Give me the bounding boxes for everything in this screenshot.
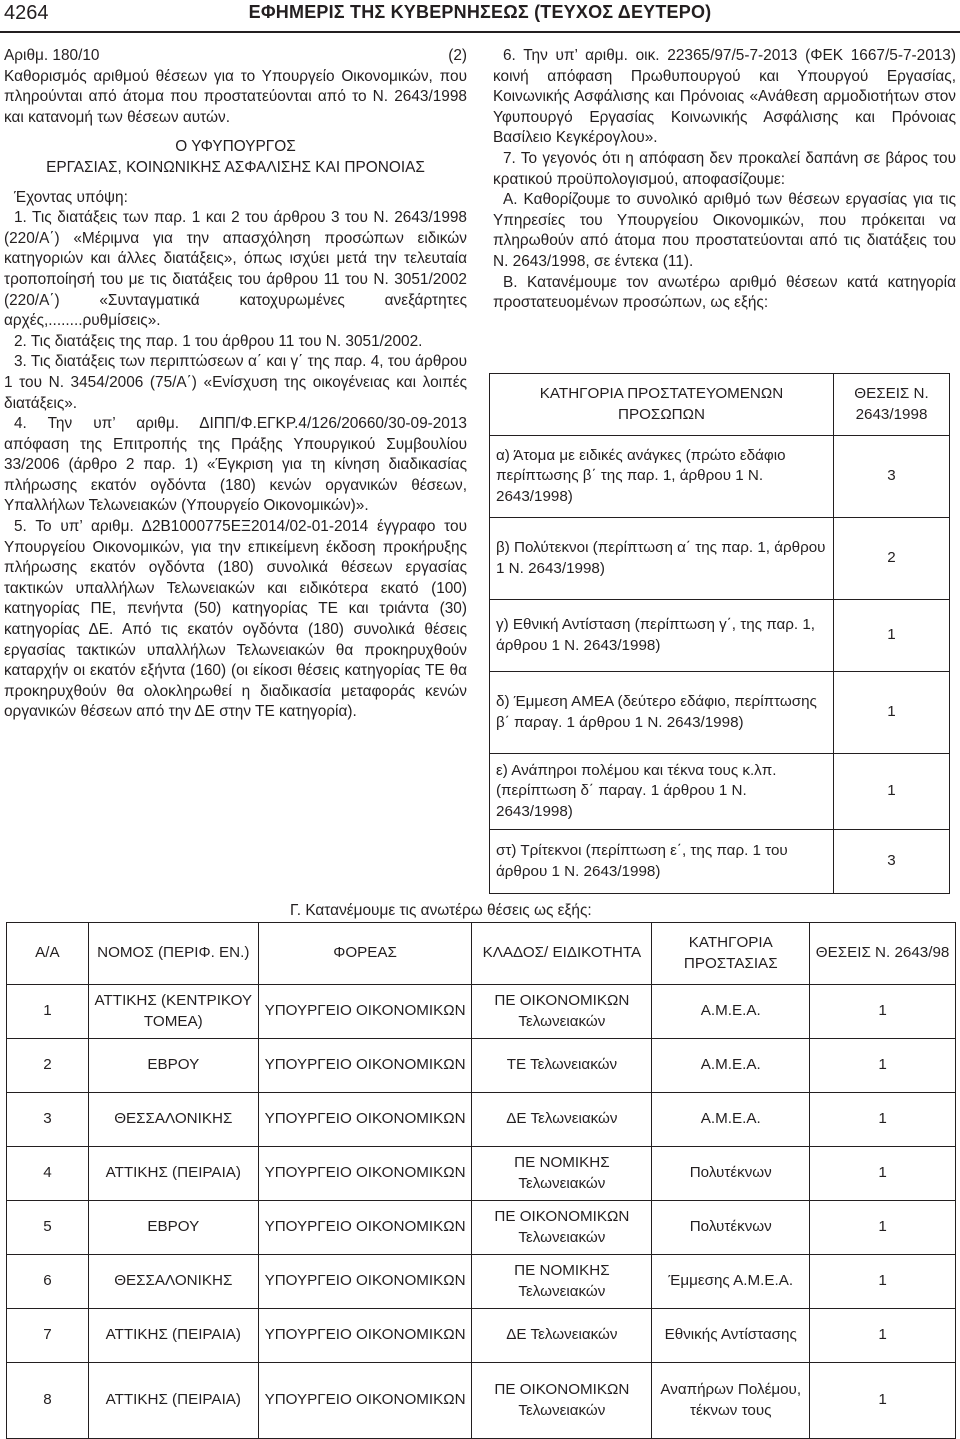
positions-cell: 1	[810, 1093, 956, 1147]
table-row	[7, 1147, 956, 1201]
aa-cell: 4	[7, 1147, 89, 1201]
positions-cell: 1	[834, 754, 950, 830]
positions-cell: 1	[810, 1309, 956, 1363]
positions-cell: 1	[810, 1147, 956, 1201]
prefecture-cell: ΑΤΤΙΚΗΣ (ΠΕΙΡΑΙΑ)	[88, 1309, 258, 1363]
agency-cell: ΥΠΟΥΡΓΕΙΟ ΟΙΚΟΝΟΜΙΚΩΝ	[258, 1363, 472, 1439]
aa-cell: 1	[7, 985, 89, 1039]
prefecture-cell: ΘΕΣΣΑΛΟΝΙΚΗΣ	[88, 1255, 258, 1309]
prefecture-cell: ΑΤΤΙΚΗΣ (ΠΕΙΡΑΙΑ)	[88, 1147, 258, 1201]
positions-cell: 1	[834, 672, 950, 754]
branch-cell: ΔΕ Τελωνειακών	[472, 1309, 652, 1363]
prefecture-cell: ΘΕΣΣΑΛΟΝΙΚΗΣ	[88, 1093, 258, 1147]
agency-cell: ΥΠΟΥΡΓΕΙΟ ΟΙΚΟΝΟΜΙΚΩΝ	[258, 1201, 472, 1255]
aa-header: Α/Α	[7, 923, 89, 985]
protection-cell: Πολυτέκνων	[652, 1147, 810, 1201]
prefecture-cell: ΕΒΡΟΥ	[88, 1201, 258, 1255]
table-row	[490, 754, 950, 830]
consideration-item: 1. Τις διατάξεις των παρ. 1 και 2 του άρθρου 3 του Ν. 2643/1998 (220/Α΄) «Μέριμνα για την απασχόληση προσώπων ειδικών κατηγοριών και άλλες διατάξεις», όπως ισχύει μετά την τελευταία τροποποίησή του με τις διατάξεις του άρθρου 11 του Ν. 3051/2002 (220/Α΄) «Συνταγματικά κατοχυρωμένες ανεξάρτητες αρχές,........ρυθμίσεις».	[4, 209, 467, 330]
paragraph-b: Β. Κατανέμουμε τον ανωτέρω αριθμό θέσεων κατά κατηγορία προστατευομένων προσώπων, ως εξής:	[493, 273, 956, 312]
table-row	[7, 1093, 956, 1147]
agency-cell: ΥΠΟΥΡΓΕΙΟ ΟΙΚΟΝΟΜΙΚΩΝ	[258, 1147, 472, 1201]
category-cell: γ) Εθνική Αντίσταση (περίπτωση γ΄, της παρ. 1, άρθρου 1 Ν. 2643/1998)	[490, 600, 834, 672]
category-cell: δ) Έμμεση ΑΜΕΑ (δεύτερο εδάφιο, περίπτωσης β΄ παραγ. 1 άρθρου 1 Ν. 2643/1998)	[490, 672, 834, 754]
journal-title: ΕΦΗΜΕΡΙΣ ΤΗΣ ΚΥΒΕΡΝΗΣΕΩΣ (ΤΕΥΧΟΣ ΔΕΥΤΕΡΟ)	[248, 2, 712, 22]
consideration-item: 6. Την υπ’ αριθμ. οικ. 22365/97/5-7-2013 (ΦΕΚ 1667/5-7-2013) κοινή απόφαση Πρωθυπουργού και Υπουργού Εργασίας, Κοινωνικής Ασφάλισης και Πρόνοιας «Ανάθεση αρμοδιοτήτων στον Υφυπουργό Εργασίας Κοινωνικής Ασφάλισης και Πρόνοιας Βασίλειο Κεγκέρογλου».	[493, 47, 956, 147]
prefecture-cell: ΑΤΤΙΚΗΣ (ΚΕΝΤΡΙΚΟΥ ΤΟΜΕΑ)	[88, 985, 258, 1039]
agency-cell: ΥΠΟΥΡΓΕΙΟ ΟΙΚΟΝΟΜΙΚΩΝ	[258, 1039, 472, 1093]
aa-cell: 6	[7, 1255, 89, 1309]
table-row	[7, 1201, 956, 1255]
decision-subject: Καθορισμός αριθμού θέσεων για το Υπουργείο Οικονομικών, που πληρούνται από άτομα που προστατεύονται από το Ν. 2643/1998 και κατανομή των θέσεων αυτών.	[4, 67, 467, 126]
positions-cell: 2	[834, 518, 950, 600]
decision-paren: (2)	[448, 47, 467, 64]
header-rule	[0, 31, 960, 33]
branch-cell: ΠΕ ΟΙΚΟΝΟΜΙΚΩΝ Τελωνειακών	[472, 1363, 652, 1439]
branch-cell: ΤΕ Τελωνειακών	[472, 1039, 652, 1093]
table-row	[7, 1039, 956, 1093]
table-row	[490, 672, 950, 754]
aa-cell: 7	[7, 1309, 89, 1363]
agency-cell: ΥΠΟΥΡΓΕΙΟ ΟΙΚΟΝΟΜΙΚΩΝ	[258, 1093, 472, 1147]
page-number: 4264	[4, 2, 49, 24]
protection-cell: Αναπήρων Πολέμου, τέκνων τους	[652, 1363, 810, 1439]
branch-cell: ΠΕ ΟΙΚΟΝΟΜΙΚΩΝ Τελωνειακών	[472, 985, 652, 1039]
paragraph-g: Γ. Κατανέμουμε τις ανωτέρω θέσεις ως εξής:	[290, 902, 592, 919]
agency-cell: ΥΠΟΥΡΓΕΙΟ ΟΙΚΟΝΟΜΙΚΩΝ	[258, 1255, 472, 1309]
category-cell: ε) Ανάπηροι πολέμου και τέκνα τους κ.λπ. (περίπτωση δ΄ παραγ. 1 άρθρου 1 Ν. 2643/1998)	[490, 754, 834, 830]
page-header	[0, 0, 960, 30]
positions-cell: 1	[834, 600, 950, 672]
paragraph-a: Α. Καθορίζουμε το συνολικό αριθμό των θέσεων εργασίας για τις Υπηρεσίες του Υπουργείου Οικονομικών, που πρόκειται να πληρωθούν από άτομα που προστατεύονται από τις διατάξεις του Ν. 2643/1998, σε έντεκα (11).	[493, 191, 956, 270]
agency-header: ΦΟΡΕΑΣ	[258, 923, 472, 985]
aa-cell: 5	[7, 1201, 89, 1255]
branch-cell: ΔΕ Τελωνειακών	[472, 1093, 652, 1147]
positions-cell: 3	[834, 830, 950, 894]
protection-cell: Έμμεσης Α.Μ.Ε.Α.	[652, 1255, 810, 1309]
agency-cell: ΥΠΟΥΡΓΕΙΟ ΟΙΚΟΝΟΜΙΚΩΝ	[258, 1309, 472, 1363]
positions-header: ΘΕΣΕΙΣ Ν. 2643/98	[810, 923, 956, 985]
branch-cell: ΠΕ ΝΟΜΙΚΗΣ Τελωνειακών	[472, 1255, 652, 1309]
aa-cell: 2	[7, 1039, 89, 1093]
table-row	[490, 600, 950, 672]
table-row	[7, 1309, 956, 1363]
category-header: ΚΑΤΗΓΟΡΙΑ ΠΡΟΣΤΑΤΕΥΟΜΕΝΩΝ ΠΡΟΣΩΠΩΝ	[490, 374, 834, 436]
consideration-item: 4. Την υπ’ αριθμ. ΔΙΠΠ/Φ.ΕΓΚΡ.4/126/20660/30-09-2013 απόφαση της Επιτροπής της Πράξης Υπουργικού Συμβουλίου 33/2006 (άρθρο 2 παρ. 1) «Έγκριση για τη κίνηση διαδικασίας πλήρωσης εκατόν ογδόντα (180) κενών οργανικών θέσεων, Υπαλλήλων Τελωνειακών (Υπουργείο Οικονομικών)».	[4, 415, 467, 515]
positions-cell: 3	[834, 436, 950, 518]
considering-label: Έχοντας υπόψη:	[14, 188, 128, 206]
right-column	[493, 46, 956, 314]
positions-cell: 1	[810, 985, 956, 1039]
consideration-item: 2. Τις διατάξεις της παρ. 1 του άρθρου 11 του Ν. 3051/2002.	[14, 332, 423, 350]
category-cell: β) Πολύτεκνοι (περίπτωση α΄ της παρ. 1, άρθρου 1 Ν. 2643/1998)	[490, 518, 834, 600]
branch-cell: ΠΕ ΟΙΚΟΝΟΜΙΚΩΝ Τελωνειακών	[472, 1201, 652, 1255]
distribution-table	[6, 922, 956, 1439]
authority-ministry: ΕΡΓΑΣΙΑΣ, ΚΟΙΝΩΝΙΚΗΣ ΑΣΦΑΛΙΣΗΣ ΚΑΙ ΠΡΟΝΟΙΑΣ	[46, 158, 425, 176]
aa-cell: 8	[7, 1363, 89, 1439]
prefecture-cell: ΕΒΡΟΥ	[88, 1039, 258, 1093]
decision-number-line	[4, 46, 467, 67]
prefecture-header: ΝΟΜΟΣ (ΠΕΡΙΦ. ΕΝ.)	[88, 923, 258, 985]
protection-cell: Πολυτέκνων	[652, 1201, 810, 1255]
decision-number: Αριθμ. 180/10	[4, 47, 100, 64]
table-row	[490, 436, 950, 518]
protection-cell: Α.Μ.Ε.Α.	[652, 985, 810, 1039]
authority-title: Ο ΥΦΥΠΟΥΡΓΟΣ	[175, 138, 296, 156]
positions-cell: 1	[810, 1201, 956, 1255]
category-cell: στ) Τρίτεκνοι (περίπτωση ε΄, της παρ. 1 του άρθρου 1 Ν. 2643/1998)	[490, 830, 834, 894]
table-header-row	[7, 923, 956, 985]
table-row	[7, 1255, 956, 1309]
category-cell: α) Άτομα με ειδικές ανάγκες (πρώτο εδάφιο περίπτωσης β΄ της παρ. 1, άρθρου 1 Ν. 2643/1998)	[490, 436, 834, 518]
prefecture-cell: ΑΤΤΙΚΗΣ (ΠΕΙΡΑΙΑ)	[88, 1363, 258, 1439]
consideration-item: 5. Το υπ’ αριθμ. Δ2Β1000775ΕΞ2014/02-01-2014 έγγραφο του Υπουργείου Οικονομικών, για την επικείμενη έκδοση προκήρυξης πλήρωσης εκατόν ογδόντα (180) συνολικά θέσεων εργασίας τακτικών υπαλλήλων Τελωνειακών και ειδικότερα εκατό (100) κατηγορίας ΠΕ, πενήντα (50) κατηγορίας ΤΕ και τριάντα (30) κατηγορίας ΔΕ. Από τις εκατόν ογδόντα (180) συνολικά θέσεις εργασίας τακτικών υπαλλήλων Τελωνειακών θα προκηρυχθούν καταρχήν οι εκατόν εξήντα (160) (οι είκοσι θέσεις κατηγορίας ΤΕ θα προκηρυχθούν θα ολοκληρωθεί η διαδικασία μεταφοράς κενών οργανικών θέσεων από την ΔΕ στην ΤΕ κατηγορία).	[4, 518, 467, 721]
aa-cell: 3	[7, 1093, 89, 1147]
table-row	[490, 518, 950, 600]
protection-categories-table	[489, 373, 950, 894]
positions-cell: 1	[810, 1363, 956, 1439]
table-row	[7, 1363, 956, 1439]
table-header-row	[490, 374, 950, 436]
table-row	[7, 985, 956, 1039]
consideration-item: 3. Τις διατάξεις των περιπτώσεων α΄ και γ΄ της παρ. 4, του άρθρου 1 του Ν. 3454/2006 (75/Α΄) «Ενίσχυση της οικογένειας και λοιπές διατάξεις».	[4, 353, 467, 412]
protection-cell: Α.Μ.Ε.Α.	[652, 1039, 810, 1093]
positions-cell: 1	[810, 1255, 956, 1309]
protection-cell: Εθνικής Αντίστασης	[652, 1309, 810, 1363]
table-row	[490, 830, 950, 894]
left-column	[4, 46, 467, 723]
protection-cell: Α.Μ.Ε.Α.	[652, 1093, 810, 1147]
agency-cell: ΥΠΟΥΡΓΕΙΟ ΟΙΚΟΝΟΜΙΚΩΝ	[258, 985, 472, 1039]
protection-header: ΚΑΤΗΓΟΡΙΑ ΠΡΟΣΤΑΣΙΑΣ	[652, 923, 810, 985]
positions-header: ΘΕΣΕΙΣ Ν. 2643/1998	[834, 374, 950, 436]
positions-cell: 1	[810, 1039, 956, 1093]
branch-cell: ΠΕ ΝΟΜΙΚΗΣ Τελωνειακών	[472, 1147, 652, 1201]
consideration-item: 7. Το γεγονός ότι η απόφαση δεν προκαλεί δαπάνη σε βάρος του κρατικού προϋπολογισμού, αποφασίζουμε:	[493, 149, 956, 188]
branch-header: ΚΛΑΔΟΣ/ ΕΙΔΙΚΟΤΗΤΑ	[472, 923, 652, 985]
